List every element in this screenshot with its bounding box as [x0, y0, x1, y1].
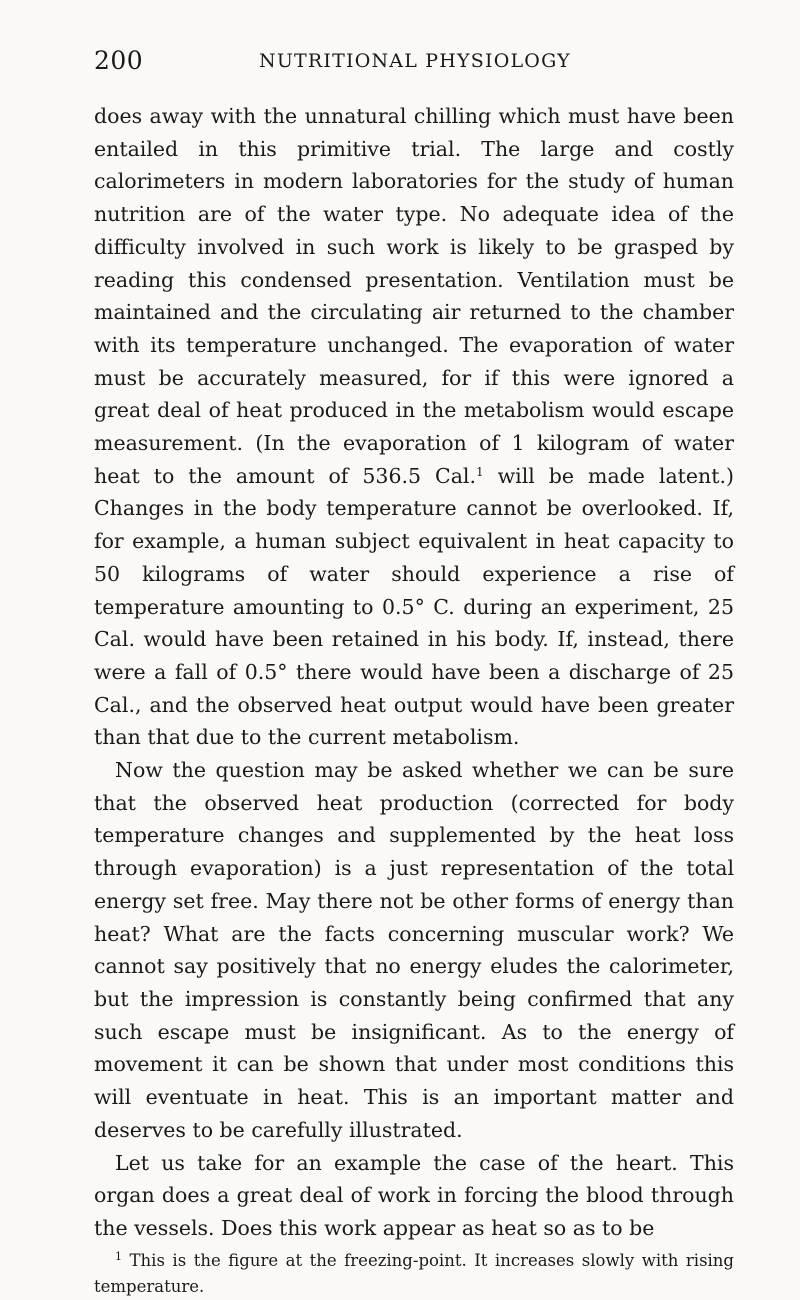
book-page: [94, 46, 734, 1300]
page-number: 200: [94, 46, 144, 75]
running-head: NUTRITIONAL PHYSIOLOGY: [259, 50, 571, 72]
footnote-body: This is the figure at the freezing-point. It increases slowly with rising temperature.: [94, 1250, 734, 1296]
paragraph-1: [94, 100, 734, 754]
footnote-marker: 1: [115, 1249, 122, 1263]
footnote-reference: 1: [476, 464, 484, 479]
body-text: [94, 100, 734, 1245]
footnote: [94, 1248, 734, 1300]
paragraph-1-text-b: will be made latent.) Changes in the body temperature cannot be overlooked. If, for example, a human subject equivalent in heat capacity to 50 kilograms of water should experience a rise of temperature amounting to 0.5° C. during an experiment, 25 Cal. would have been retained in his body. If, instead, there were a fall of 0.5° there would have been a discharge of 25 Cal., and the observed heat output would have been greater than that due to the current metabolism.: [94, 463, 734, 750]
page-header: [94, 46, 734, 86]
paragraph-3: Let us take for an example the case of the heart. This organ does a great deal of work in forcing the blood through the vessels. Does this work appear as heat so as to be: [94, 1150, 734, 1240]
paragraph-2: Now the question may be asked whether we can be sure that the observed heat production (corrected for body temperature changes and supplemented by the heat loss through evaporation) is a just representation of the total energy set free. May there not be other forms of energy than heat? What are the facts concerning muscular work? We cannot say positively that no energy eludes the calorimeter, but the impression is constantly being confirmed that any such escape must be insignificant. As to the energy of movement it can be shown that under most conditions this will eventuate in heat. This is an important matter and deserves to be carefully illustrated.: [94, 758, 734, 1142]
footnote-text: [94, 1248, 734, 1300]
paragraph-1-text-a: does away with the unnatural chilling which must have been entailed in this primitive trial. The large and costly calorimeters in modern laboratories for the study of human nutrition are of the water type. No adequate idea of the difficulty involved in such work is likely to be grasped by reading this condensed presentation. Ventilation must be maintained and the circulating air returned to the chamber with its temperature unchanged. The evaporation of water must be accurately measured, for if this were ignored a great deal of heat produced in the metabolism would escape measurement. (In the evaporation of 1 kilogram of water heat to the amount of 536.5 Cal.: [94, 104, 734, 488]
